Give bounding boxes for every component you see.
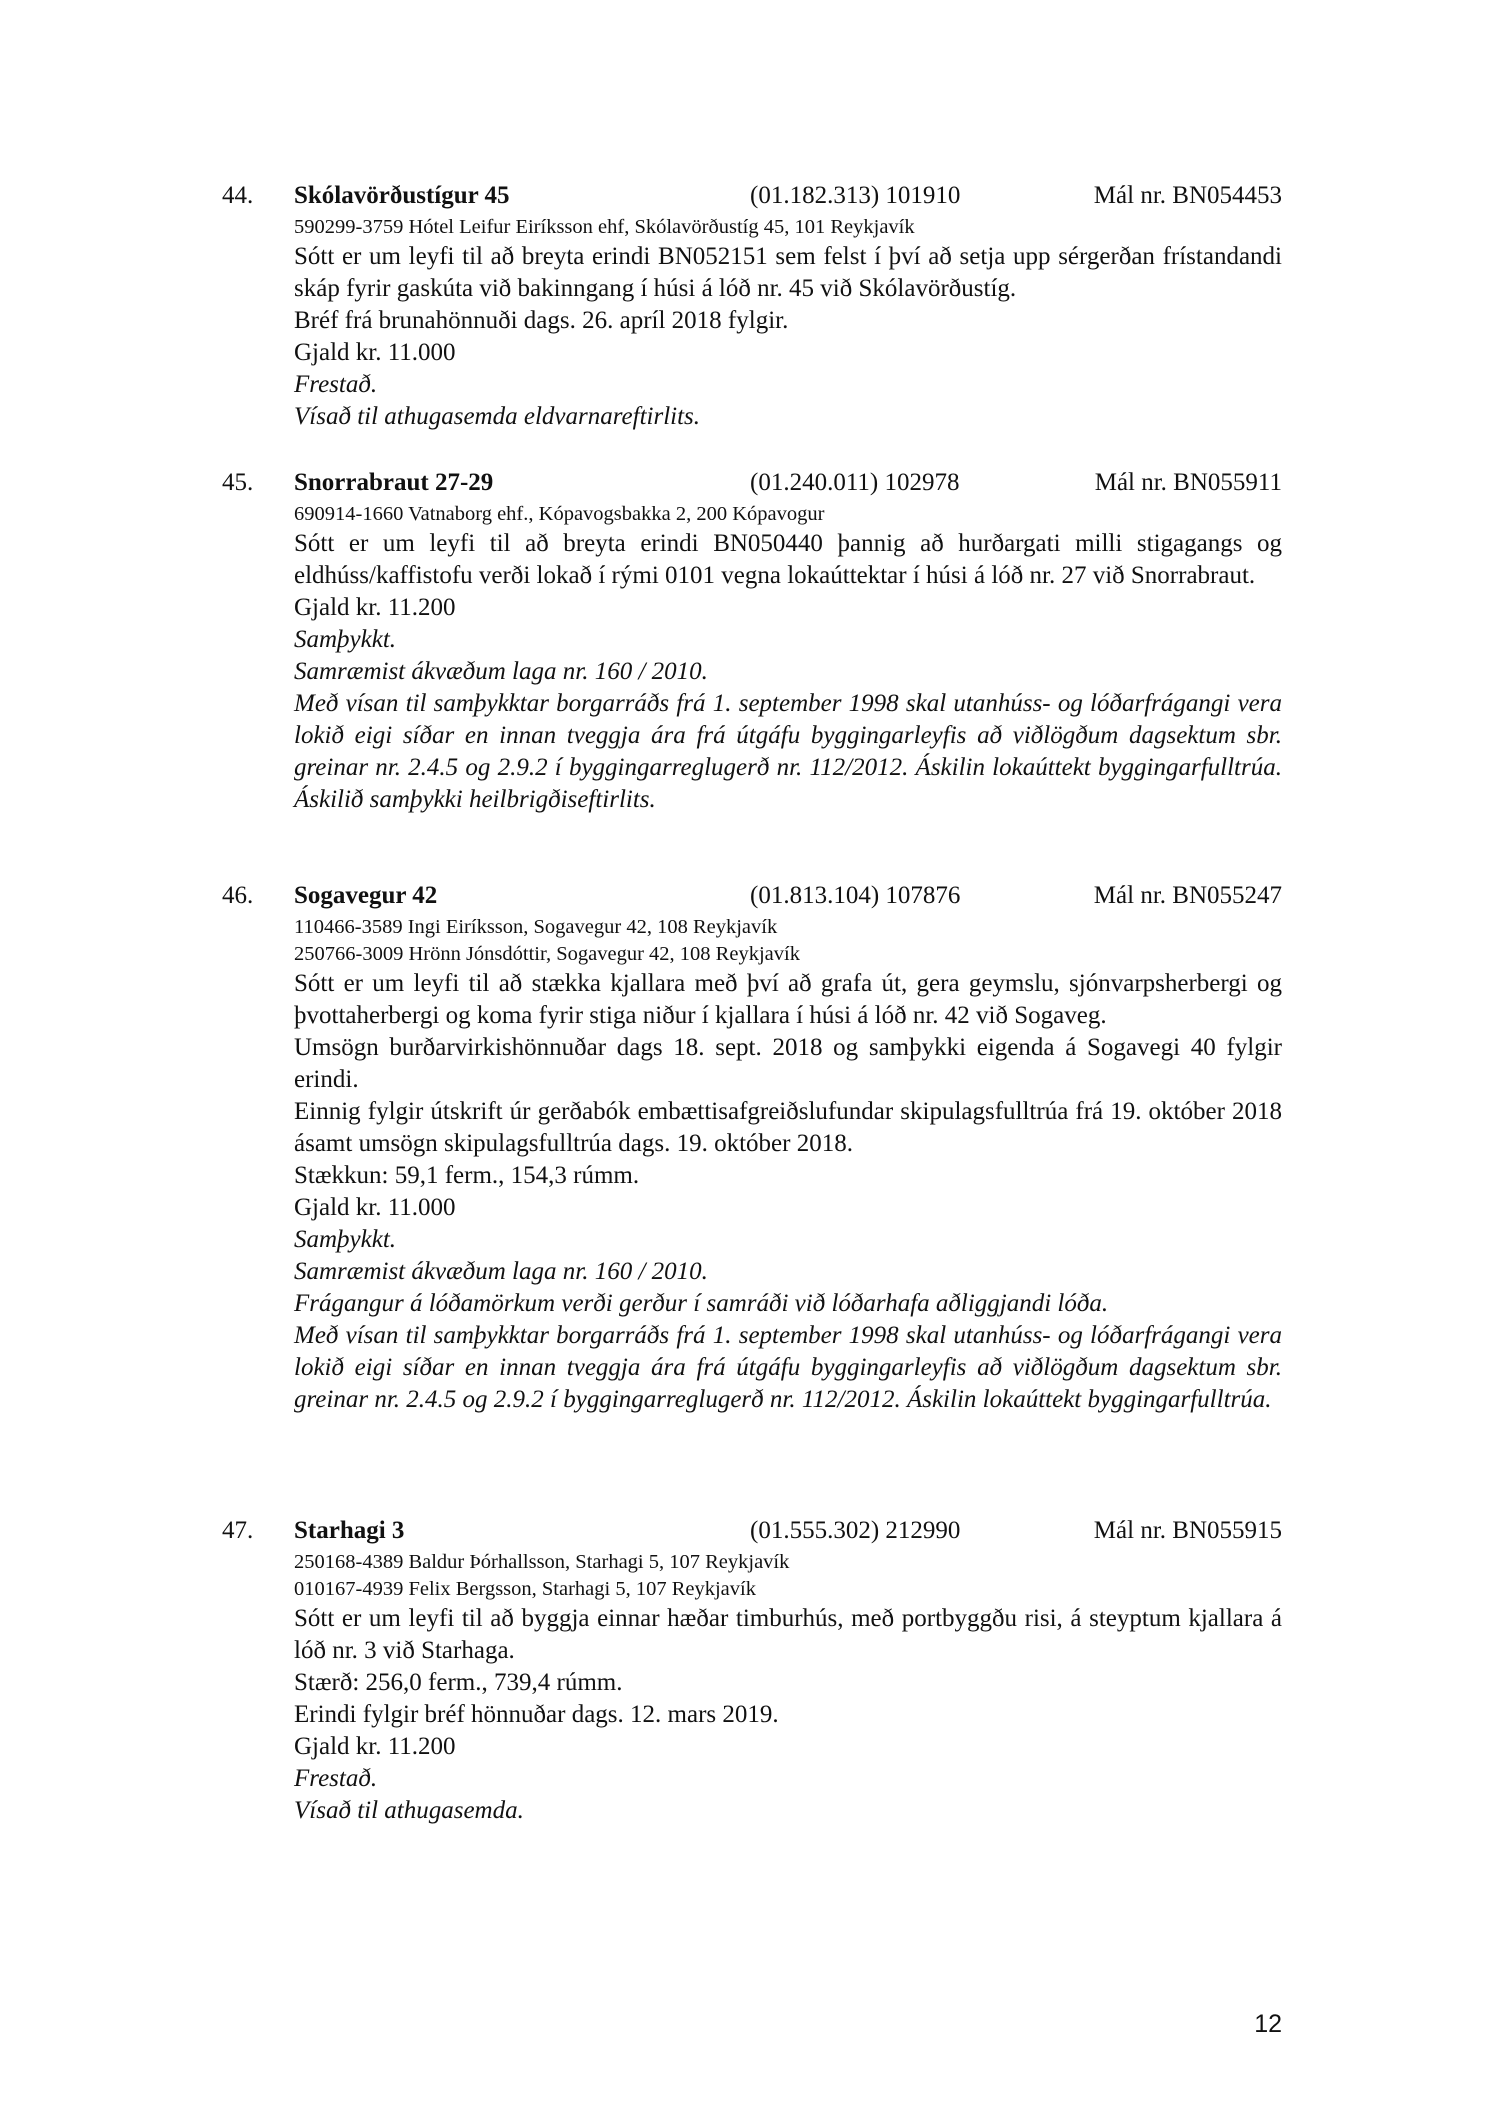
applicant-line: 010167-4939 Felix Bergsson, Starhagi 5, 107 Reykjavík (294, 1578, 756, 1600)
entry-note: Umsögn burðarvirkishönnuðar dags 18. sept. 2018 og samþykki eigenda á Sogavegi 40 fylgir erindi. (294, 1034, 1282, 1093)
entry-note: Stækkun: 59,1 ferm., 154,3 rúmm. (294, 1162, 640, 1189)
entry-address: Snorrabraut 27-29 (294, 469, 494, 496)
entry-reference: (01.182.313) 101910 (750, 182, 961, 209)
entry-note: Stærð: 256,0 ferm., 739,4 rúmm. (294, 1669, 623, 1696)
entry-condition: Með vísan til samþykktar borgarráðs frá 1. september 1998 skal utanhúss- og lóðarfrágangi vera lokið eigi síðar en innan tveggja ára frá útgáfu byggingarleyfis að viðlögðum dagsektum sbr. greinar nr. 2.4.5 og 2.9.2 í byggingarreglugerð nr. 112/2012. Áskilin lokaúttekt byggingarfulltrúa. (294, 1322, 1282, 1413)
case-entry (222, 1515, 1282, 1827)
entry-fee: Gjald kr. 11.000 (294, 1194, 456, 1221)
entry-description: Sótt er um leyfi til að byggja einnar hæðar timburhús, með portbyggðu risi, á steyptum kjallara á lóð nr. 3 við Starhaga. (294, 1605, 1282, 1664)
entry-reference: (01.240.011) 102978 (750, 469, 960, 496)
entry-number: 46. (222, 882, 254, 909)
entry-case-number: Mál nr. BN055911 (1094, 469, 1282, 496)
entry-description: Sótt er um leyfi til að breyta erindi BN052151 sem felst í því að setja upp sérgerðan frístandandi skáp fyrir gaskúta við bakinngang í húsi á lóð nr. 45 við Skólavörðustíg. (294, 243, 1282, 302)
entry-decision: Samþykkt. (294, 1226, 397, 1253)
case-entry (222, 467, 1282, 816)
entry-case-number: Mál nr. BN054453 (1093, 182, 1282, 209)
entry-decision: Frestað. (294, 1765, 378, 1792)
entry-condition: Með vísan til samþykktar borgarráðs frá 1. september 1998 skal utanhúss- og lóðarfrágangi vera lokið eigi síðar en innan tveggja ára frá útgáfu byggingarleyfis að viðlögðum dagsektum sbr. greinar nr. 2.4.5 og 2.9.2 í byggingarreglugerð nr. 112/2012. Áskilin lokaúttekt byggingarfulltrúa. Áskilið samþykki heilbrigðiseftirlits. (294, 690, 1282, 813)
entry-header (222, 1515, 1282, 1549)
entry-address: Skólavörðustígur 45 (294, 182, 510, 209)
entry-address: Sogavegur 42 (294, 882, 438, 909)
case-entry (222, 880, 1282, 1416)
applicant-line: 110466-3589 Ingi Eiríksson, Sogavegur 42, 108 Reykjavík (294, 916, 778, 938)
entry-note: Bréf frá brunahönnuði dags. 26. apríl 2018 fylgir. (294, 307, 789, 334)
entry-body (294, 501, 1282, 816)
entry-condition: Samræmist ákvæðum laga nr. 160 / 2010. (294, 1258, 708, 1285)
entry-address: Starhagi 3 (294, 1517, 405, 1544)
entry-description: Sótt er um leyfi til að stækka kjallara með því að grafa út, gera geymslu, sjónvarpsherbergi og þvottaherbergi og koma fyrir stiga niður í kjallara í húsi á lóð nr. 42 við Sogaveg. (294, 970, 1282, 1029)
entry-header (222, 467, 1282, 501)
entry-body (294, 214, 1282, 433)
entry-number: 45. (222, 469, 254, 496)
entry-decision: Frestað. (294, 371, 378, 398)
entry-condition: Vísað til athugasemda. (294, 1797, 524, 1824)
applicant-line: 590299-3759 Hótel Leifur Eiríksson ehf, Skólavörðustíg 45, 101 Reykjavík (294, 216, 915, 238)
entry-case-number: Mál nr. BN055915 (1093, 1517, 1282, 1544)
entry-reference: (01.555.302) 212990 (750, 1517, 961, 1544)
page-number: 12 (1254, 2010, 1282, 2038)
entry-decision: Samþykkt. (294, 626, 397, 653)
case-entry (222, 180, 1282, 433)
entry-reference: (01.813.104) 107876 (750, 882, 961, 909)
entry-note: Einnig fylgir útskrift úr gerðabók embættisafgreiðslufundar skipulagsfulltrúa frá 19. október 2018 ásamt umsögn skipulagsfulltrúa dags. 19. október 2018. (294, 1098, 1282, 1157)
entry-fee: Gjald kr. 11.200 (294, 594, 456, 621)
applicant-line: 250168-4389 Baldur Þórhallsson, Starhagi 5, 107 Reykjavík (294, 1551, 790, 1573)
applicant-line: 250766-3009 Hrönn Jónsdóttir, Sogavegur 42, 108 Reykjavík (294, 943, 800, 965)
entry-fee: Gjald kr. 11.200 (294, 1733, 456, 1760)
entry-header (222, 880, 1282, 914)
entry-header (222, 180, 1282, 214)
entry-case-number: Mál nr. BN055247 (1093, 882, 1282, 909)
entry-fee: Gjald kr. 11.000 (294, 339, 456, 366)
entry-condition: Samræmist ákvæðum laga nr. 160 / 2010. (294, 658, 708, 685)
entry-body (294, 1549, 1282, 1827)
entry-number: 44. (222, 182, 254, 209)
entry-body (294, 914, 1282, 1416)
applicant-line: 690914-1660 Vatnaborg ehf., Kópavogsbakka 2, 200 Kópavogur (294, 503, 825, 525)
entry-condition: Vísað til athugasemda eldvarnareftirlits. (294, 403, 701, 430)
entry-note: Erindi fylgir bréf hönnuðar dags. 12. mars 2019. (294, 1701, 779, 1728)
entry-description: Sótt er um leyfi til að breyta erindi BN050440 þannig að hurðargati milli stigagangs og eldhúss/kaffistofu verði lokað í rými 0101 vegna lokaúttektar í húsi á lóð nr. 27 við Snorrabraut. (294, 530, 1282, 589)
entry-condition: Frágangur á lóðamörkum verði gerður í samráði við lóðarhafa aðliggjandi lóða. (294, 1290, 1109, 1317)
entry-number: 47. (222, 1517, 254, 1544)
